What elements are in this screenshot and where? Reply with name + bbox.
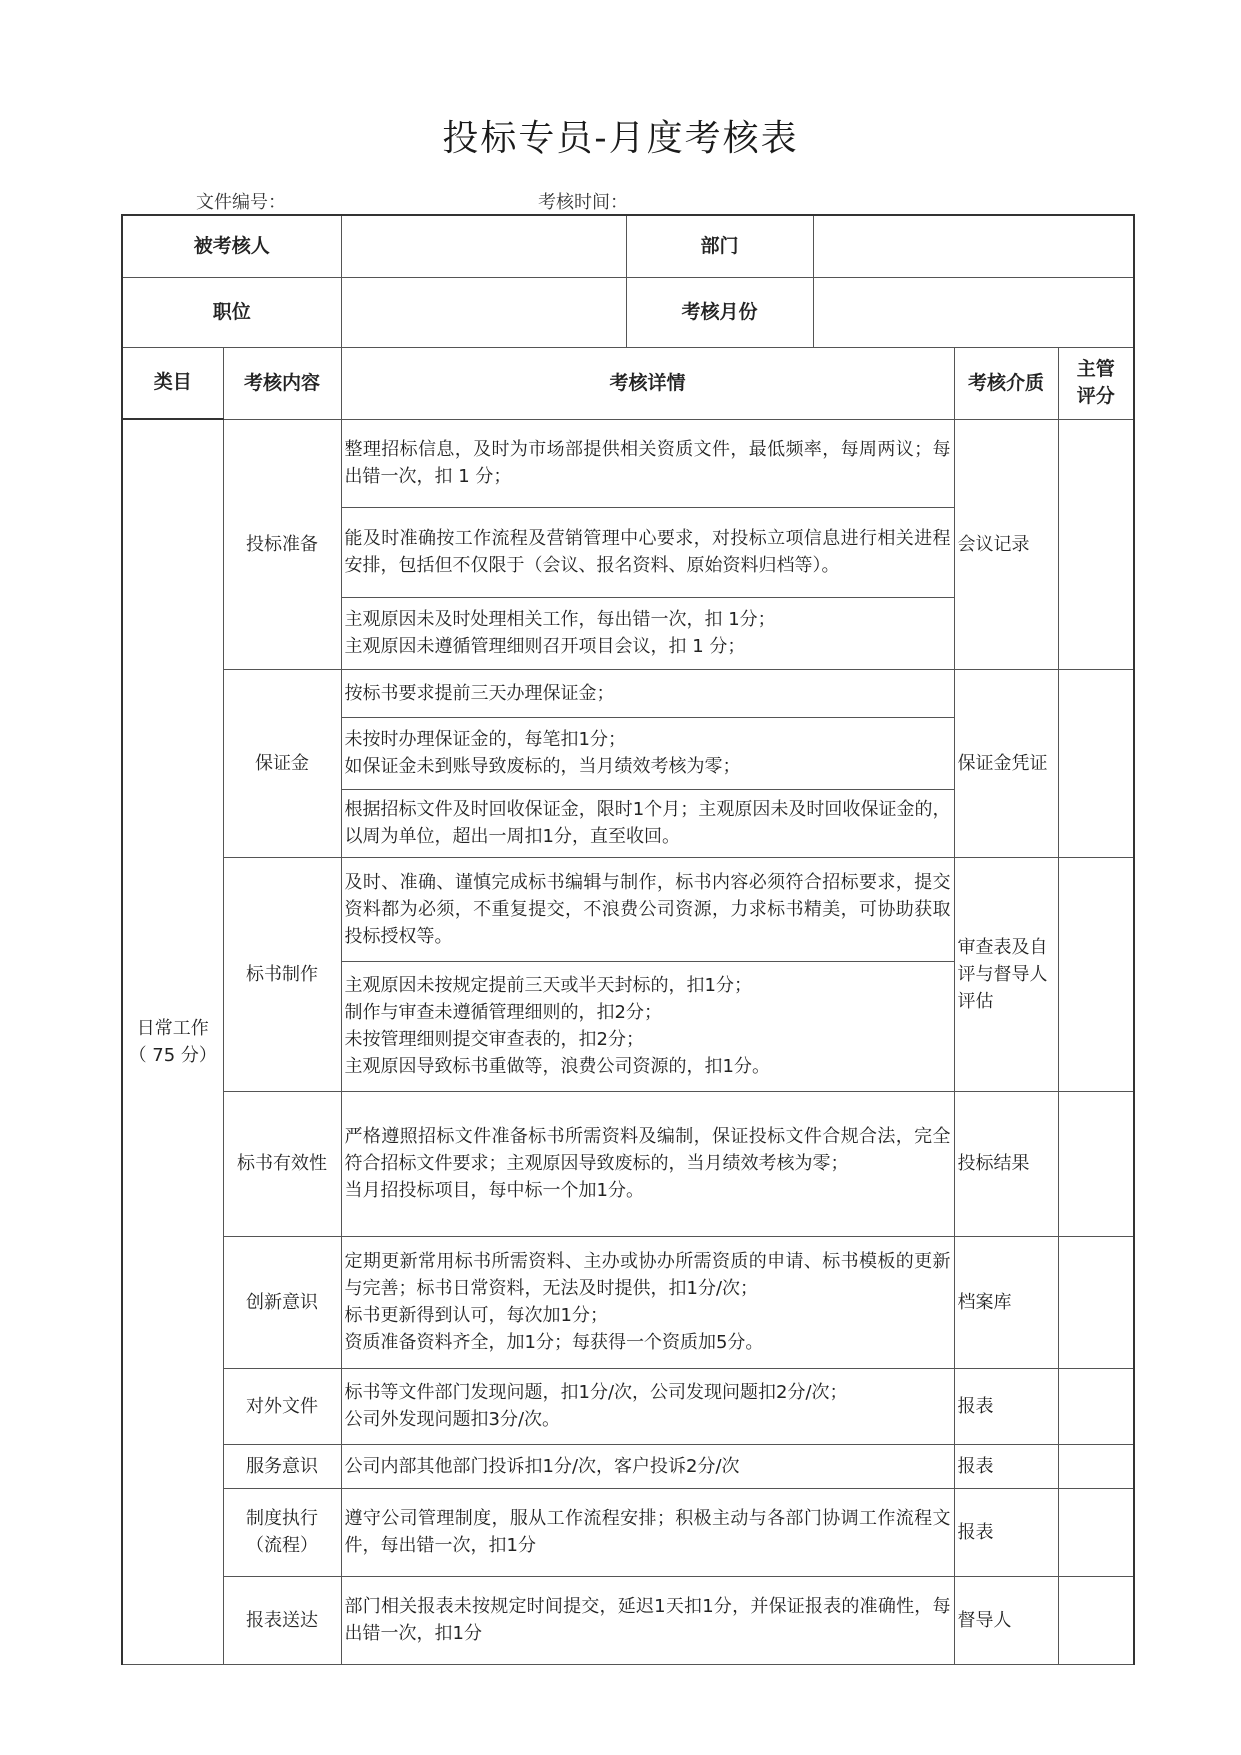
detail-service-awareness-1: 公司内部其他部门投诉扣1分/次，客户投诉2分/次	[341, 1444, 954, 1488]
detail-bid-preparation-1: 整理招标信息，及时为市场部提供相关资质文件，最低频率，每周两议；每出错一次，扣 1 分；	[341, 419, 954, 507]
position-value-field[interactable]	[341, 277, 626, 347]
detail-bid-preparation-3: 主观原因未及时处理相关工作，每出错一次，扣 1分； 主观原因未遵循管理细则召开项目会议，扣 1 分；	[341, 597, 954, 669]
position-label: 职位	[122, 277, 341, 347]
supervisor-score-line2: 评分	[1076, 385, 1115, 407]
content-deposit: 保证金	[223, 669, 341, 857]
department-value-field[interactable]	[813, 215, 1134, 277]
medium-deposit: 保证金凭证	[954, 669, 1058, 857]
detail-external-documents-1: 标书等文件部门发现问题，扣1分/次，公司发现问题扣2分/次； 公司外发现问题扣3分/次。	[341, 1368, 954, 1444]
content-bid-validity: 标书有效性	[223, 1091, 341, 1236]
assessment-month-label: 考核月份	[626, 277, 813, 347]
content-innovation: 创新意识	[223, 1236, 341, 1368]
medium-report-delivery: 督导人	[954, 1576, 1058, 1664]
department-label: 部门	[626, 215, 813, 277]
detail-bid-validity-1: 严格遵照招标文件准备标书所需资料及编制，保证投标文件合规合法，完全符合招标文件要求；主观原因导致废标的，当月绩效考核为零； 当月招投标项目，每中标一个加1分。	[341, 1091, 954, 1236]
score-service-awareness-field[interactable]	[1058, 1444, 1134, 1488]
column-header-content: 考核内容	[223, 347, 341, 419]
column-header-medium: 考核介质	[954, 347, 1058, 419]
assessment-period-label: 考核时间：	[538, 192, 628, 213]
content-bid-document-production: 标书制作	[223, 857, 341, 1091]
score-bid-validity-field[interactable]	[1058, 1091, 1134, 1236]
content-service-awareness: 服务意识	[223, 1444, 341, 1488]
category-daily-work-line1: 日常工作	[136, 1017, 209, 1039]
detail-deposit-3: 根据招标文件及时回收保证金，限时1个月；主观原因未及时回收保证金的，以周为单位，超出一周扣1分，直至收回。	[341, 789, 954, 857]
score-bid-preparation-field[interactable]	[1058, 419, 1134, 669]
category-daily-work-line2: （ 75 分）	[128, 1044, 217, 1066]
detail-report-delivery-1: 部门相关报表未按规定时间提交，延迟1天扣1分，并保证报表的准确性，每出错一次，扣1分	[341, 1576, 954, 1664]
assessment-month-value-field[interactable]	[813, 277, 1134, 347]
page-title: 投标专员-月度考核表	[442, 118, 799, 159]
assessee-label: 被考核人	[122, 215, 341, 277]
supervisor-score-line1: 主管	[1076, 358, 1115, 380]
medium-innovation: 档案库	[954, 1236, 1058, 1368]
content-policy-execution: 制度执行 （流程）	[223, 1488, 341, 1576]
content-bid-preparation: 投标准备	[223, 419, 341, 669]
file-number-label: 文件编号：	[196, 192, 286, 213]
medium-bid-validity: 投标结果	[954, 1091, 1058, 1236]
content-external-documents: 对外文件	[223, 1368, 341, 1444]
score-policy-execution-field[interactable]	[1058, 1488, 1134, 1576]
column-header-details: 考核详情	[341, 347, 954, 419]
score-report-delivery-field[interactable]	[1058, 1576, 1134, 1664]
detail-bid-document-production-2: 主观原因未按规定提前三天或半天封标的，扣1分； 制作与审查未遵循管理细则的，扣2分； 未按管理细则提交审查表的，扣2分； 主观原因导致标书重做等，浪费公司资源的，扣1分。	[341, 961, 954, 1091]
assessee-value-field[interactable]	[341, 215, 626, 277]
detail-deposit-1: 按标书要求提前三天办理保证金；	[341, 669, 954, 717]
score-deposit-field[interactable]	[1058, 669, 1134, 857]
medium-external-documents: 报表	[954, 1368, 1058, 1444]
detail-deposit-2: 未按时办理保证金的，每笔扣1分； 如保证金未到账导致废标的，当月绩效考核为零；	[341, 717, 954, 789]
medium-bid-preparation: 会议记录	[954, 419, 1058, 669]
assessment-form-table	[121, 214, 1135, 1665]
medium-service-awareness: 报表	[954, 1444, 1058, 1488]
category-daily-work	[122, 419, 223, 1664]
detail-bid-document-production-1: 及时、准确、谨慎完成标书编辑与制作，标书内容必须符合招标要求，提交资料都为必须，不重复提交，不浪费公司资源，力求标书精美，可协助获取投标授权等。	[341, 857, 954, 961]
detail-policy-execution-1: 遵守公司管理制度，服从工作流程安排；积极主动与各部门协调工作流程文件，每出错一次，扣1分	[341, 1488, 954, 1576]
detail-innovation-1: 定期更新常用标书所需资料、主办或协办所需资质的申请、标书模板的更新与完善；标书日常资料，无法及时提供，扣1分/次； 标书更新得到认可，每次加1分； 资质准备资料齐全，加1分；每获得一个资质加5分。	[341, 1236, 954, 1368]
medium-bid-document-production: 审查表及自评与督导人评估	[954, 857, 1058, 1091]
column-header-supervisor-score	[1058, 347, 1134, 419]
score-innovation-field[interactable]	[1058, 1236, 1134, 1368]
score-bid-document-production-field[interactable]	[1058, 857, 1134, 1091]
score-external-documents-field[interactable]	[1058, 1368, 1134, 1444]
detail-bid-preparation-2: 能及时准确按工作流程及营销管理中心要求，对投标立项信息进行相关进程安排，包括但不仅限于（会议、报名资料、原始资料归档等）。	[341, 507, 954, 597]
content-report-delivery: 报表送达	[223, 1576, 341, 1664]
column-header-category: 类目	[122, 347, 223, 419]
medium-policy-execution: 报表	[954, 1488, 1058, 1576]
